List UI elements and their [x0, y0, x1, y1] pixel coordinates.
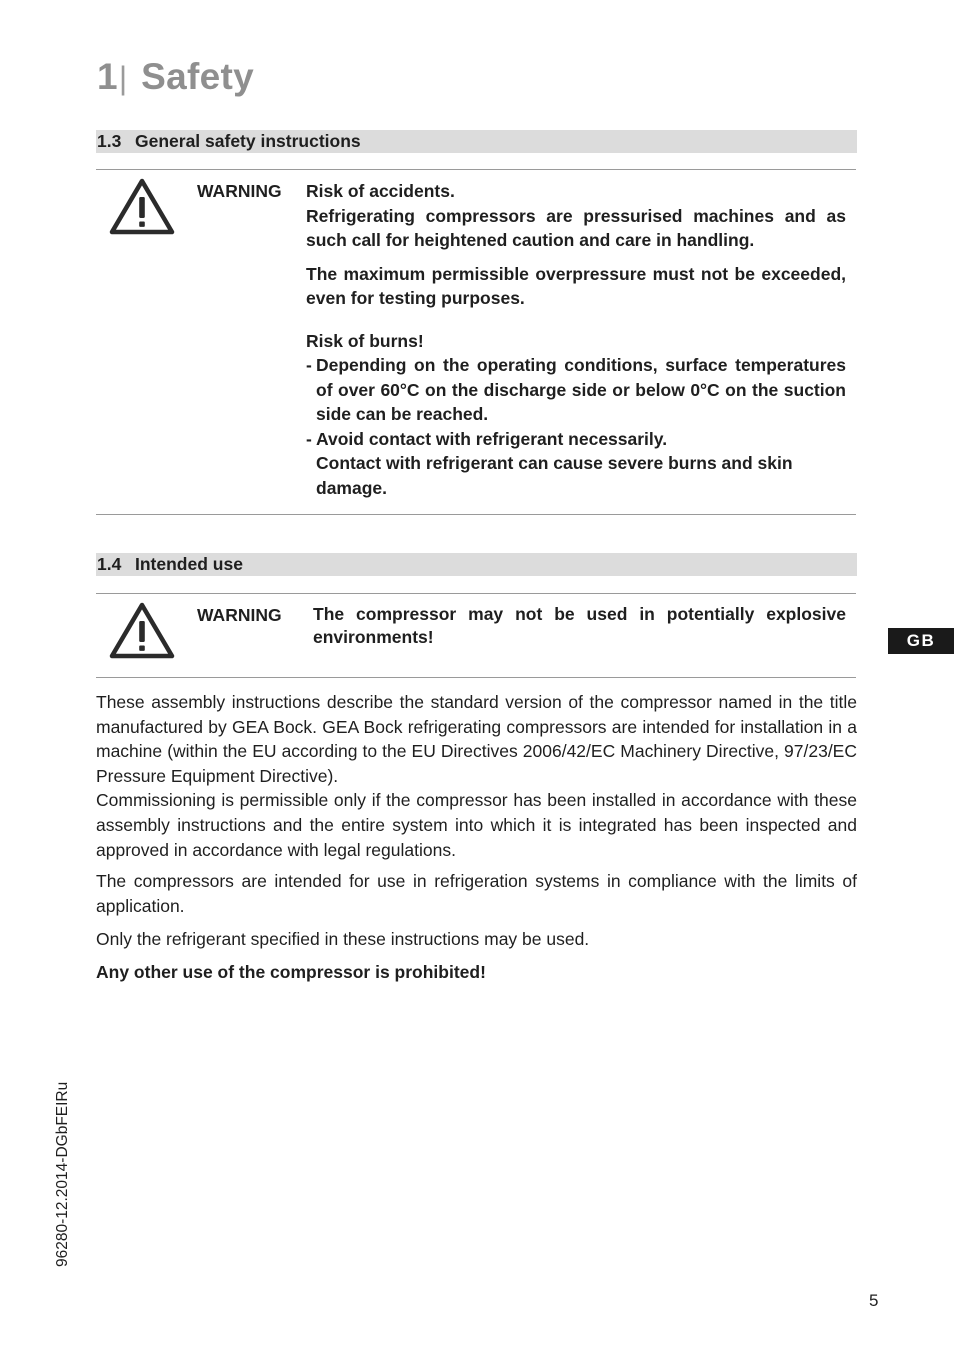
- section-title: General safety instructions: [135, 131, 361, 151]
- paragraph: Commissioning is permissible only if the compressor has been installed in accordance with these assembly instructions and the entire system into which it is integrated has been inspected and approved in accordance with legal regulations.: [96, 790, 857, 860]
- divider: [96, 514, 856, 515]
- chapter-number: 1: [97, 56, 118, 97]
- warning-text-intended-use: The compressor may not be used in potentially explosive environments!: [313, 604, 846, 647]
- chapter-title: Safety: [141, 56, 254, 97]
- body-text: [96, 690, 857, 985]
- section-title: Intended use: [135, 554, 243, 574]
- divider: [96, 169, 856, 170]
- section-heading-intended-use: [96, 553, 857, 576]
- chapter-separator: |: [118, 60, 128, 96]
- warning-triangle-icon: [108, 601, 176, 661]
- warning-bullet: - Depending on the operating conditions, surface temperatures of over 60°C on the discharge side or below 0°C on the suction side can be reached.: [306, 353, 846, 427]
- warning-line: Risk of accidents.: [306, 181, 455, 201]
- paragraph: These assembly instructions describe the standard version of the compressor named in the title manufactured by GEA Bock. GEA Bock refrigerating compressors are intended for installation in a machine (within the EU according to the EU Directives 2006/42/EC Machinery Directive, 97/23/EC Pressure Equipment Directive).: [96, 692, 857, 786]
- closing-statement: Any other use of the compressor is prohibited!: [96, 961, 486, 982]
- section-number: 1.3: [97, 131, 122, 151]
- warning-bullet: - Avoid contact with refrigerant necessarily.: [306, 427, 846, 452]
- language-tab: GB: [888, 628, 954, 654]
- paragraph: Only the refrigerant specified in these instructions may be used.: [96, 929, 590, 950]
- page-number: 5: [869, 1291, 879, 1310]
- warning-triangle-icon: [108, 177, 176, 237]
- section-heading-general-safety: [96, 130, 857, 153]
- warning-line: Refrigerating compressors are pressurised machines and as such call for heightened caution and care in handling.: [306, 205, 846, 250]
- warning-line: Risk of burns!: [306, 330, 424, 351]
- warning-line: The maximum permissible overpressure must not be exceeded, even for testing purposes.: [306, 263, 846, 308]
- section-number: 1.4: [97, 554, 122, 574]
- warning-text-general: [306, 179, 846, 500]
- chapter-heading: [97, 56, 254, 98]
- warning-label: WARNING: [197, 605, 282, 625]
- warning-bullet-continued: Contact with refrigerant can cause severe burns and skin damage.: [316, 453, 793, 498]
- divider: [96, 593, 856, 594]
- paragraph: The compressors are intended for use in refrigeration systems in compliance with the limits of application.: [96, 871, 857, 916]
- divider: [96, 677, 856, 678]
- document-reference: 96280-12.2014-DGbFEIRu: [54, 1081, 71, 1267]
- warning-label: WARNING: [197, 181, 282, 201]
